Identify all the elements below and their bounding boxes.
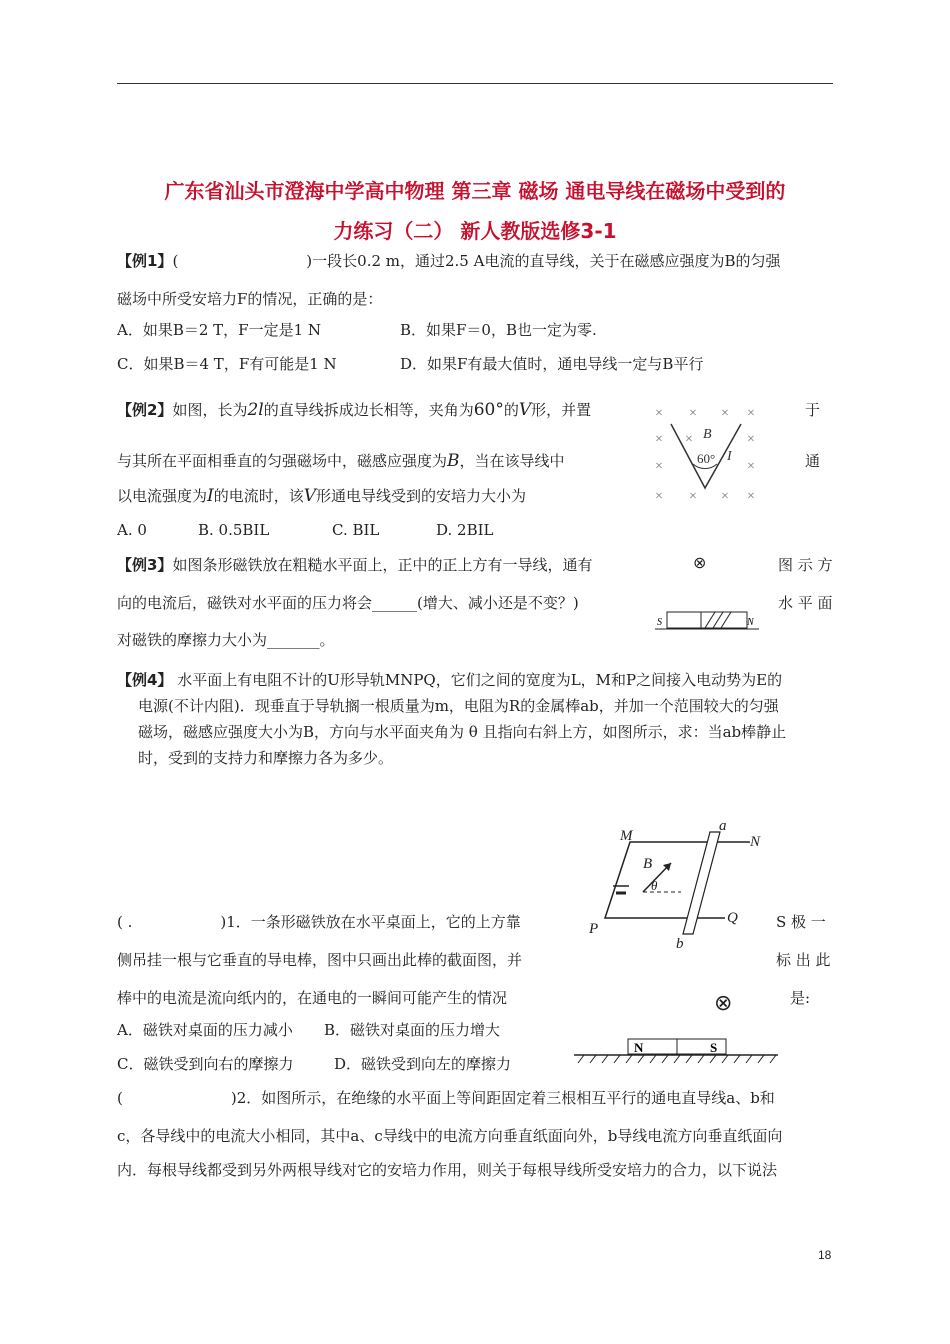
q1-right1: S 极 一: [776, 913, 826, 931]
field-cross: ×: [689, 406, 697, 421]
magnet-n-label: N: [747, 617, 754, 628]
label-p: P: [589, 921, 599, 937]
ex3-line1: 【例3】如图条形磁铁放在粗糙水平面上，正中的正上方有一导线，通有: [117, 556, 593, 574]
current-label-i: I: [727, 449, 732, 464]
ex3-right1: 图 示 方: [778, 556, 833, 574]
ex2-option-a: A. 0: [117, 521, 147, 539]
angle-label: 60°: [697, 451, 716, 466]
ex4-line2: 电源(不计内阻)．现垂直于导轨搁一根质量为m，电阻为R的金属棒ab，并加一个范围较大的匀强: [138, 697, 779, 715]
ex4-line4: 时，受到的支持力和摩擦力各为多少。: [138, 749, 394, 767]
magnet-n-label: N: [634, 1040, 644, 1055]
q1-right3: 是:: [790, 989, 811, 1007]
ex3-figure: [655, 552, 765, 638]
q1-right2: 标 出 此: [776, 951, 831, 969]
magnet-s-label: S: [657, 617, 662, 628]
field-cross: ×: [721, 489, 729, 504]
ex2-option-d: D. 2BIL: [436, 521, 494, 539]
q1-line3: 棒中的电流是流向纸内的，在通电的一瞬间可能产生的情况: [117, 989, 508, 1007]
field-cross: ×: [747, 406, 755, 421]
ex4-line3: 磁场，磁感应强度大小为B，方向与水平面夹角为 θ 且指向右斜上方，如图所示，求：当ab棒静止: [138, 723, 787, 741]
ex3-right2: 水 平 面: [778, 594, 833, 612]
doc-title-line1: 广东省汕头市澄海中学高中物理 第三章 磁场 通电导线在磁场中受到的: [164, 179, 786, 203]
wire-into-page-icon: ⊗: [714, 990, 733, 1015]
field-cross: ×: [721, 406, 729, 421]
u-rail: [605, 842, 750, 918]
ex1-line2: 磁场中所受安培力F的情况，正确的是：: [117, 290, 383, 308]
label-m: M: [620, 828, 633, 844]
label-field-b: B: [643, 856, 653, 872]
ex2-line2: 与其所在平面相垂直的匀强磁场中，磁感应强度为B，当在该导线中: [117, 451, 565, 471]
page-number: 18: [818, 1248, 832, 1262]
ex3-line2: 向的电流后，磁铁对水平面的压力将会______(增大、减小还是不变？): [117, 594, 579, 612]
ex2-right1: 于: [805, 401, 821, 419]
q1-option-b: B．磁铁对桌面的压力增大: [324, 1021, 501, 1039]
ex2-right2: 通: [805, 452, 821, 470]
field-cross: ×: [655, 459, 663, 474]
q1-line2: 侧吊挂一根与它垂直的导电棒，图中只画出此棒的截面图，并: [117, 951, 523, 969]
doc-title-line2: 力练习（二） 新人教版选修3-1: [333, 219, 617, 243]
header-rule: [117, 83, 833, 84]
ex2-option-c: C. BIL: [332, 521, 380, 539]
q2-line3: 内．每根导线都受到另外两根导线对它的安培力作用，则关于每根导线所受安培力的合力，以下说法: [117, 1161, 778, 1179]
field-cross: ×: [655, 489, 663, 504]
q1-line1: ( . )1．一条形磁铁放在水平桌面上，它的上方靠: [117, 913, 521, 931]
label-q: Q: [727, 910, 738, 926]
field-label-b: B: [703, 427, 712, 442]
q1-figure: [572, 985, 782, 1070]
ex2-option-b: B. 0.5BIL: [198, 521, 270, 539]
ex4-figure: [585, 818, 770, 950]
ex1-option-d: D．如果F有最大值时，通电导线一定与B平行: [400, 355, 704, 373]
q2-line2: c，各导线中的电流大小相同，其中a、c导线中的电流方向垂直纸面向外，b导线电流方向垂直纸面向: [117, 1127, 783, 1145]
field-cross: ×: [689, 489, 697, 504]
field-cross: ×: [655, 406, 663, 421]
ex4-line1: 【例4】 水平面上有电阻不计的U形导轨MNPQ，它们之间的宽度为L，M和P之间接入电动势为E的: [117, 671, 783, 689]
ex1-line1: 【例1】( )一段长0.2 m，通过2.5 A电流的直导线，关于在磁感应强度为B的匀强: [117, 252, 781, 270]
ex3-line3: 对磁铁的摩擦力大小为_______。: [117, 631, 335, 649]
ex2-figure: [645, 398, 775, 510]
field-cross: ×: [747, 489, 755, 504]
ex1-option-c: C．如果B＝4 T，F有可能是1 N: [117, 355, 337, 373]
q2-line1: ( )2．如图所示，在绝缘的水平面上等间距固定着三根相互平行的通电直导线a、b和: [117, 1089, 775, 1107]
wire-into-page-icon: ⊗: [693, 555, 707, 572]
label-b: b: [676, 936, 684, 950]
q1-option-d: D．磁铁受到向左的摩擦力: [334, 1055, 512, 1073]
magnet-s-label: S: [710, 1040, 718, 1055]
q1-option-a: A．磁铁对桌面的压力减小: [117, 1021, 293, 1039]
field-cross: ×: [747, 432, 755, 447]
ex2-line1: 【例2】如图，长为2l的直导线拆成边长相等，夹角为60°的V形，并置: [117, 400, 592, 420]
field-cross: ×: [685, 432, 693, 447]
field-cross: ×: [655, 432, 663, 447]
ex1-option-a: A．如果B＝2 T，F一定是1 N: [117, 321, 322, 339]
label-a: a: [719, 818, 727, 834]
label-theta: θ: [651, 878, 658, 893]
ex2-line3: 以电流强度为I的电流时，该V形通电导线受到的安培力大小为: [117, 486, 527, 506]
ex1-option-b: B．如果F＝0，B也一定为零.: [400, 321, 597, 339]
q1-option-c: C．磁铁受到向右的摩擦力: [117, 1055, 294, 1073]
label-n: N: [750, 834, 761, 850]
field-cross: ×: [747, 459, 755, 474]
